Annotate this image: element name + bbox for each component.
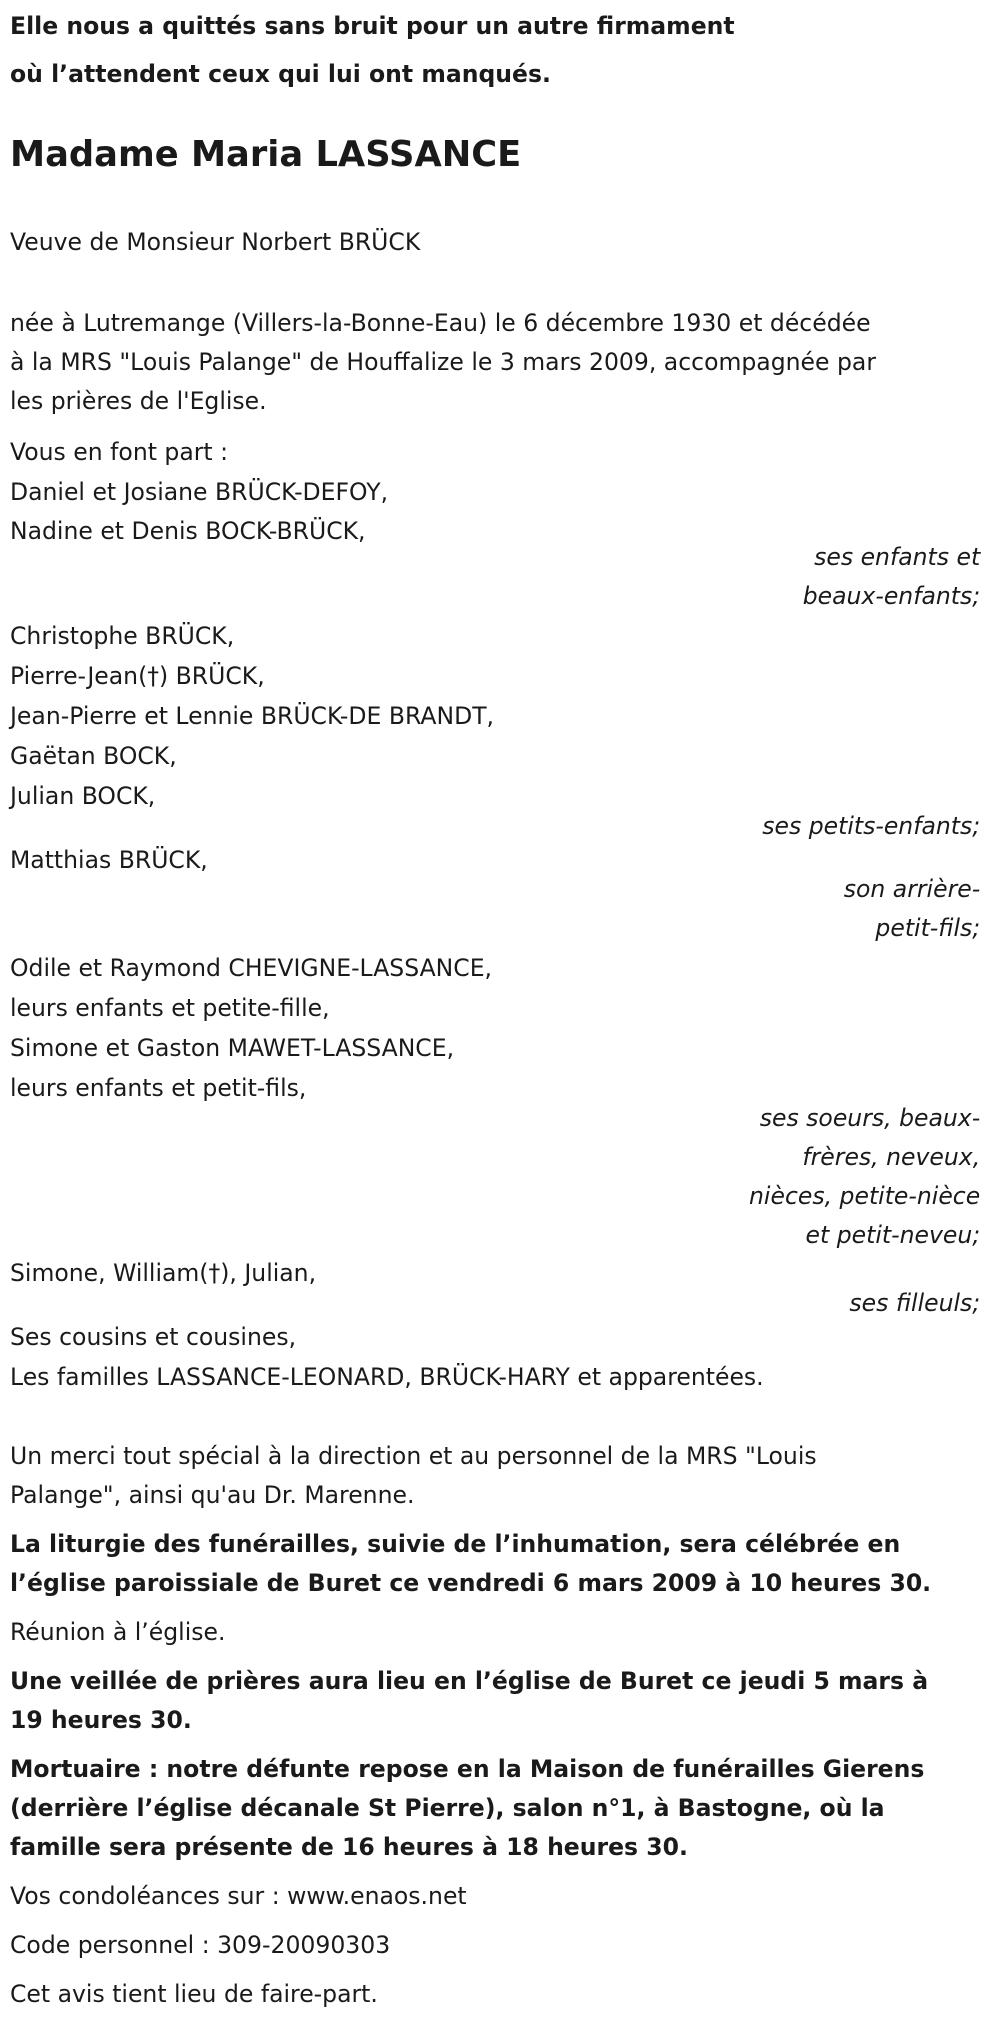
family-member: Ses cousins et cousines, [10, 1323, 297, 1351]
funeral-line: La liturgie des funérailles, suivie de l’inhumation, sera célébrée en [10, 1530, 901, 1558]
meeting-line: Réunion à l’église. [10, 1618, 226, 1646]
birth-death-line: les prières de l'Eglise. [10, 387, 267, 415]
relation-label: et petit-neveu; [805, 1221, 981, 1249]
birth-death-line: née à Lutremange (Villers-la-Bonne-Eau) le 6 décembre 1930 et décédée [10, 309, 871, 337]
vigil-line: 19 heures 30. [10, 1706, 192, 1734]
deceased-name: Madame Maria LASSANCE [10, 134, 522, 175]
relation-label: petit-fils; [875, 914, 981, 942]
thanks-line: Un merci tout spécial à la direction et au personnel de la MRS "Louis [10, 1442, 817, 1470]
relation-label: ses petits-enfants; [762, 812, 981, 840]
relation-label: ses filleuls; [849, 1289, 981, 1317]
funeral-line: l’église paroissiale de Buret ce vendredi 6 mars 2009 à 10 heures 30. [10, 1569, 932, 1597]
notice-line: Cet avis tient lieu de faire-part. [10, 1980, 378, 2008]
relation-label: ses enfants et [814, 543, 981, 571]
condolences-line: Vos condoléances sur : www.enaos.net [10, 1882, 467, 1910]
family-member: Les familles LASSANCE-LEONARD, BRÜCK-HARY et apparentées. [10, 1363, 764, 1391]
birth-death-line: à la MRS "Louis Palange" de Houffalize le 3 mars 2009, accompagnée par [10, 348, 876, 376]
obituary-page [10, 0, 980, 2029]
family-member: Christophe BRÜCK, [10, 622, 235, 650]
family-member: leurs enfants et petite-fille, [10, 994, 330, 1022]
announce-line: Vous en font part : [10, 438, 229, 466]
relation-label: frères, neveux, [802, 1143, 981, 1171]
relation-label: ses soeurs, beaux- [759, 1104, 981, 1132]
epigraph-line: où l’attendent ceux qui lui ont manqués. [10, 60, 551, 88]
family-member: Gaëtan BOCK, [10, 742, 177, 770]
family-member: Daniel et Josiane BRÜCK-DEFOY, [10, 478, 389, 506]
family-member: Nadine et Denis BOCK-BRÜCK, [10, 517, 366, 545]
family-member: Simone, William(†), Julian, [10, 1259, 317, 1287]
family-member: Julian BOCK, [10, 782, 156, 810]
relation-label: son arrière- [843, 875, 981, 903]
mortuary-line: (derrière l’église décanale St Pierre), salon n°1, à Bastogne, où la [10, 1794, 885, 1822]
family-member: Jean-Pierre et Lennie BRÜCK-DE BRANDT, [10, 702, 495, 730]
family-member: Pierre-Jean(†) BRÜCK, [10, 662, 265, 690]
family-member: Matthias BRÜCK, [10, 846, 208, 874]
widow-line: Veuve de Monsieur Norbert BRÜCK [10, 228, 421, 256]
personal-code: Code personnel : 309-20090303 [10, 1931, 391, 1959]
epigraph-line: Elle nous a quittés sans bruit pour un autre firmament [10, 12, 735, 40]
vigil-line: Une veillée de prières aura lieu en l’église de Buret ce jeudi 5 mars à [10, 1667, 929, 1695]
relation-label: nièces, petite-nièce [749, 1182, 981, 1210]
relation-label: beaux-enfants; [802, 582, 981, 610]
family-member: Simone et Gaston MAWET-LASSANCE, [10, 1034, 455, 1062]
family-member: leurs enfants et petit-fils, [10, 1074, 307, 1102]
family-member: Odile et Raymond CHEVIGNE-LASSANCE, [10, 954, 493, 982]
mortuary-line: Mortuaire : notre défunte repose en la Maison de funérailles Gierens [10, 1755, 925, 1783]
mortuary-line: famille sera présente de 16 heures à 18 heures 30. [10, 1833, 688, 1861]
thanks-line: Palange", ainsi qu'au Dr. Marenne. [10, 1481, 415, 1509]
